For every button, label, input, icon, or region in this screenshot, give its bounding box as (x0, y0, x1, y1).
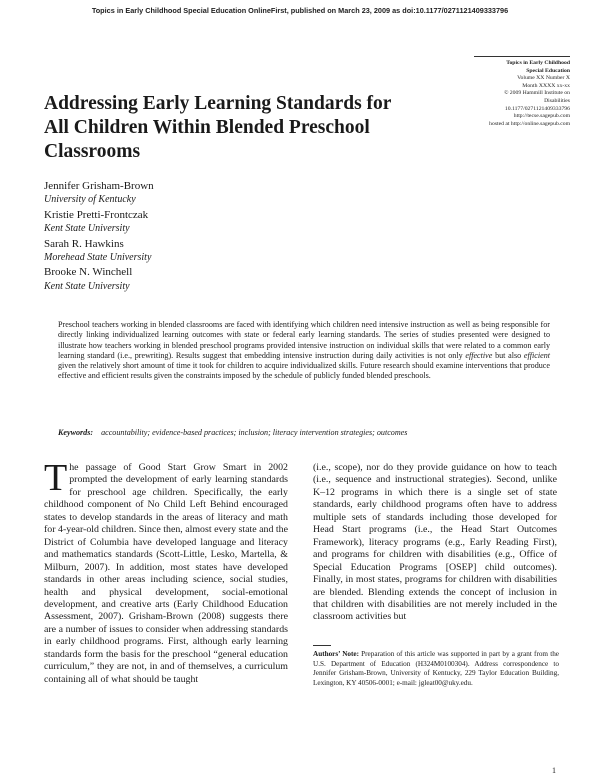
journal-copyright-2: Disabilities (544, 97, 570, 104)
author-list (44, 180, 344, 295)
article-title: Addressing Early Learning Standards for All Children Within Blended Preschool Classrooms (44, 93, 392, 162)
authors-note-label: Authors’ Note: (313, 650, 359, 658)
journal-url[interactable]: http://tecse.sagepub.com (513, 113, 570, 120)
journal-volume: Volume XX Number X (517, 75, 570, 82)
drop-cap: T (44, 457, 68, 499)
body-text-right: (i.e., scope), nor do they provide guidance on how to teach (i.e., sequence and instructional strategies). Second, unlike K–12 programs in which there is a single set of state standards, early childhood programs often have to address multiple sets of standards including those developed for Head Start programs (i.e., the Head Start Outcomes Framework), literacy programs (e.g., Early Reading First), and programs for children with disabilities (e.g., Office of Special Education Programs [OSEP] child outcomes). Finally, in most states, programs for children with disabilities are blended. Blending extends the concept of inclusion in that children with disabilities are not merely included in the classroom activities but (313, 462, 557, 623)
body-column-left (44, 457, 288, 686)
author-entry (44, 266, 344, 293)
author-entry (44, 238, 344, 265)
author-affiliation: Kent State University (44, 280, 130, 292)
journal-hosted-url[interactable]: hosted at http://online.sagepub.com (489, 120, 570, 127)
author-name: Jennifer Grisham-Brown (44, 180, 154, 192)
page-number: 1 (552, 766, 556, 775)
footnote-divider (313, 645, 331, 646)
journal-copyright: © 2009 Hammill Institute on (504, 90, 570, 97)
author-entry (44, 209, 344, 236)
abstract-text-1: Preschool teachers working in blended classrooms are faced with identifying which children need intensive instruction as well as being responsible for directly linking individualized learning outcomes with state or federal early learning standards. The series of studies presented were designed to illustrate how teachers working in blended preschool programs provided intensive instruction on individual skills that were related to a common early learning standard (i.e., prewriting). Results suggest that embedding intensive instruction during daily activities is not only (58, 320, 550, 360)
author-name: Brooke N. Winchell (44, 266, 133, 279)
abstract (58, 320, 550, 382)
keywords (58, 428, 550, 438)
author-affiliation: Kent State University (44, 223, 130, 235)
author-name: Sarah R. Hawkins (44, 237, 124, 250)
abstract-text-2: but also (492, 350, 524, 360)
running-head: Topics in Early Childhood Special Education OnlineFirst, published on March 23, 2009 as doi:10.1177/0271121409333796 (91, 6, 509, 15)
journal-doi: 10.1177/0271121409333796 (504, 105, 570, 112)
body-text-left: he passage of Good Start Grow Smart in 2002 prompted the development of early learning standards for preschool age children. Specifically, the early childhood component of No Child Left Behind encouraged states to develop standards in the areas of literacy and math for 4-year-old children. Since then, almost every state and the District of Columbia have developed language and literacy and mathematics standards (Scott-Little, Lesko, Martella, & Milburn, 2007). In addition, most states have developed standards in other areas including science, social studies, health and physical development, social-emotional development, and creative arts (Early Childhood Education Assessment, 2007). Grisham-Brown (2008) suggests there are a number of issues to consider when addressing standards in early childhood programs. First, although early learning standards form the basis for the preschool “general education curriculum,” they are not, in and of themselves, a curriculum containing all of what should be taught (44, 462, 288, 685)
journal-name-line2: Special Education (526, 67, 570, 74)
authors-note-text: Preparation of this article was supported in part by a grant from the U.S. Department of Education (H324M0100304). Address correspondence to Jennifer Grisham-Brown, University of Kentucky, 229 Taylor Education Building, Lexington, KY 40506-0001; e-mail: jgleat00@uky.edu. (313, 650, 559, 687)
author-name: Kristie Pretti-Frontczak (44, 208, 149, 221)
journal-month: Month XXXX xx-xx (522, 82, 570, 89)
keywords-text: accountability; evidence-based practices; inclusion; literacy intervention strategies; outcomes (101, 428, 408, 437)
abstract-emphasis-efficient: efficient (523, 350, 550, 360)
abstract-text-3: given the relatively short amount of time it took for children to acquire individualized skills. Future research should examine interventions that produce effective and efficient results given the constraints imposed by the schedule of publicly funded blended preschools. (58, 361, 550, 381)
abstract-emphasis-effective: effective (465, 350, 493, 360)
authors-note (313, 650, 559, 688)
keywords-label: Keywords: (58, 428, 94, 437)
body-column-right (313, 462, 557, 624)
author-entry (44, 180, 344, 207)
journal-name-line1: Topics in Early Childhood (506, 60, 570, 66)
author-affiliation: Morehead State University (44, 252, 152, 264)
author-affiliation: University of Kentucky (44, 194, 136, 206)
journal-info-box (474, 56, 570, 128)
